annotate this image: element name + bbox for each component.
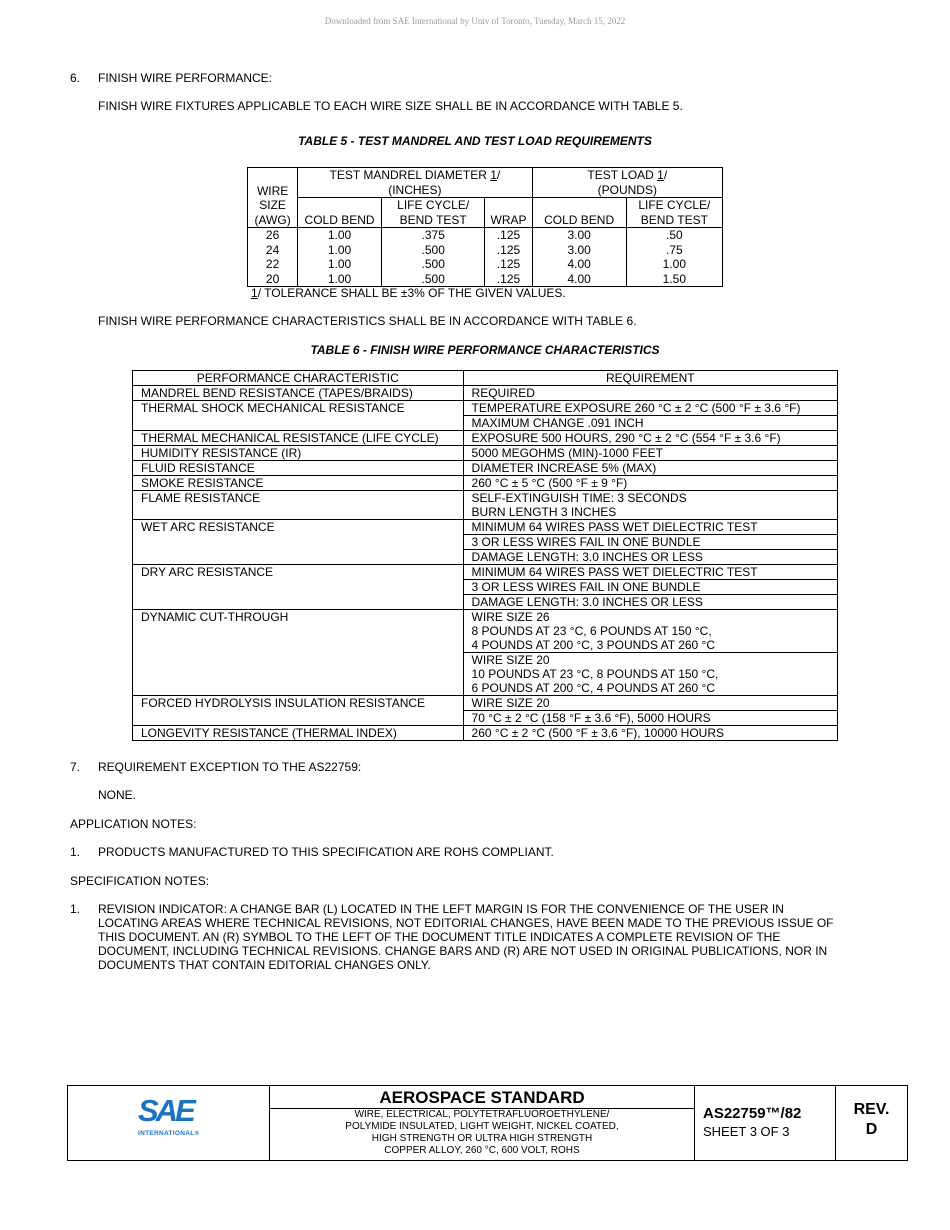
table-row xyxy=(133,446,838,461)
characteristic-cell: FLAME RESISTANCE xyxy=(133,491,464,520)
table6-header-requirement: REQUIREMENT xyxy=(463,371,837,386)
table6-header-characteristic: PERFORMANCE CHARACTERISTIC xyxy=(133,371,464,386)
requirement-cell: MAXIMUM CHANGE .091 INCH xyxy=(463,416,837,431)
sae-logo-subtext: INTERNATIONAL® xyxy=(138,1130,200,1137)
requirement-cell: 3 OR LESS WIRES FAIL IN ONE BUNDLE xyxy=(463,535,837,550)
table-row xyxy=(133,696,838,711)
table-row xyxy=(133,491,838,520)
requirement-cell: MINIMUM 64 WIRES PASS WET DIELECTRIC TEST xyxy=(463,565,837,580)
document-number-cell xyxy=(695,1086,836,1160)
table-5-footnote: 1/ TOLERANCE SHALL BE ±3% OF THE GIVEN VALUES. xyxy=(251,286,566,300)
sae-logo xyxy=(68,1086,270,1160)
characteristic-cell: FORCED HYDROLYSIS INSULATION RESISTANCE xyxy=(133,696,464,726)
table-5-caption: TABLE 5 - TEST MANDREL AND TEST LOAD REQUIREMENTS xyxy=(298,134,652,148)
characteristic-cell: DRY ARC RESISTANCE xyxy=(133,565,464,610)
revision-value: D xyxy=(865,1121,878,1138)
section-6-paragraph-1: FINISH WIRE FIXTURES APPLICABLE TO EACH WIRE SIZE SHALL BE IN ACCORDANCE WITH TABLE 5. xyxy=(98,99,683,113)
standard-description: WIRE, ELECTRICAL, POLYTETRAFLUOROETHYLENE/ POLYMIDE INSULATED, LIGHT WEIGHT, NICKEL COATED, HIGH STRENGTH OR ULTRA HIGH STRENGTH COPPER ALLOY, 260 °C, 600 VOLT, ROHS xyxy=(345,1109,619,1156)
requirement-cell: 5000 MEGOHMS (MIN)-1000 FEET xyxy=(463,446,837,461)
table-5 xyxy=(247,167,723,287)
table-row: 22 1.00 .500 .125 4.00 1.00 xyxy=(248,257,723,272)
characteristic-cell: HUMIDITY RESISTANCE (IR) xyxy=(133,446,464,461)
revision-label: REV. xyxy=(853,1101,890,1118)
title-block xyxy=(67,1085,908,1161)
sheet-number: SHEET 3 OF 3 xyxy=(703,1124,790,1139)
requirement-cell: WIRE SIZE 20 10 POUNDS AT 23 °C, 8 POUNDS AT 150 °C, 6 POUNDS AT 200 °C, 4 POUNDS AT 260 °C xyxy=(463,653,837,696)
table-6 xyxy=(132,370,838,741)
sae-logo-mark: SAE xyxy=(138,1093,193,1128)
section-7-number: 7. xyxy=(70,760,81,774)
characteristic-cell: THERMAL MECHANICAL RESISTANCE (LIFE CYCLE) xyxy=(133,431,464,446)
characteristic-cell: MANDREL BEND RESISTANCE (TAPES/BRAIDS) xyxy=(133,386,464,401)
table-row xyxy=(133,476,838,491)
revision-cell xyxy=(836,1086,907,1160)
application-note-1-number: 1. xyxy=(70,845,81,859)
section-7-heading: REQUIREMENT EXCEPTION TO THE AS22759: xyxy=(98,760,362,774)
table-row xyxy=(133,726,838,741)
requirement-cell: DAMAGE LENGTH: 3.0 INCHES OR LESS xyxy=(463,595,837,610)
table5-header-load-group: TEST LOAD 1/ (POUNDS) xyxy=(532,168,722,198)
table-row xyxy=(133,401,838,416)
requirement-cell: TEMPERATURE EXPOSURE 260 °C ± 2 °C (500 °F ± 3.6 °F) xyxy=(463,401,837,416)
table-row xyxy=(133,431,838,446)
table5-header-cold-bend: COLD BEND xyxy=(298,198,382,228)
requirement-cell: WIRE SIZE 20 xyxy=(463,696,837,711)
table5-header-load-life-cycle: LIFE CYCLE/ BEND TEST xyxy=(626,198,722,228)
table-row xyxy=(133,610,838,653)
standard-title: AEROSPACE STANDARD xyxy=(270,1086,694,1109)
requirement-cell: DAMAGE LENGTH: 3.0 INCHES OR LESS xyxy=(463,550,837,565)
table-row xyxy=(133,520,838,535)
requirement-cell: 3 OR LESS WIRES FAIL IN ONE BUNDLE xyxy=(463,580,837,595)
standard-title-cell xyxy=(270,1086,695,1160)
application-note-1-text: PRODUCTS MANUFACTURED TO THIS SPECIFICATION ARE ROHS COMPLIANT. xyxy=(98,845,554,859)
requirement-cell: DIAMETER INCREASE 5% (MAX) xyxy=(463,461,837,476)
table-row xyxy=(133,461,838,476)
table5-header-load-cold-bend: COLD BEND xyxy=(532,198,626,228)
requirement-cell: 70 °C ± 2 °C (158 °F ± 3.6 °F), 5000 HOURS xyxy=(463,711,837,726)
requirement-cell: 260 °C ± 2 °C (500 °F ± 3.6 °F), 10000 HOURS xyxy=(463,726,837,741)
table-row xyxy=(133,565,838,580)
specification-note-1-number: 1. xyxy=(70,902,81,916)
table5-header-wrap: WRAP xyxy=(485,198,532,228)
requirement-cell: REQUIRED xyxy=(463,386,837,401)
requirement-cell: EXPOSURE 500 HOURS, 290 °C ± 2 °C (554 °F ± 3.6 °F) xyxy=(463,431,837,446)
requirement-cell: WIRE SIZE 26 8 POUNDS AT 23 °C, 6 POUNDS AT 150 °C, 4 POUNDS AT 200 °C, 3 POUNDS AT 260 °C xyxy=(463,610,837,653)
characteristic-cell: SMOKE RESISTANCE xyxy=(133,476,464,491)
table5-header-mandrel-group: TEST MANDREL DIAMETER 1/ (INCHES) xyxy=(298,168,532,198)
specification-notes-heading: SPECIFICATION NOTES: xyxy=(70,874,210,888)
table-row: 24 1.00 .500 .125 3.00 .75 xyxy=(248,243,723,258)
characteristic-cell: WET ARC RESISTANCE xyxy=(133,520,464,565)
requirement-cell: MINIMUM 64 WIRES PASS WET DIELECTRIC TEST xyxy=(463,520,837,535)
section-7-body: NONE. xyxy=(98,788,137,802)
table-6-caption: TABLE 6 - FINISH WIRE PERFORMANCE CHARACTERISTICS xyxy=(310,343,660,357)
requirement-cell: 260 °C ± 5 °C (500 °F ± 9 °F) xyxy=(463,476,837,491)
section-6-number: 6. xyxy=(70,71,81,85)
table5-header-wire-size: WIRE SIZE (AWG) xyxy=(248,168,298,228)
characteristic-cell: LONGEVITY RESISTANCE (THERMAL INDEX) xyxy=(133,726,464,741)
characteristic-cell: THERMAL SHOCK MECHANICAL RESISTANCE xyxy=(133,401,464,431)
specification-note-1-text: REVISION INDICATOR: A CHANGE BAR (L) LOCATED IN THE LEFT MARGIN IS FOR THE CONVENIENCE OF THE USER IN LOCATING AREAS WHERE TECHNICAL REVISIONS, NOT EDITORIAL CHANGES, HAVE BEEN MADE TO THE PREVIOUS ISSUE OF THIS DOCUMENT. AN (R) SYMBOL TO THE LEFT OF THE DOCUMENT TITLE INDICATES A COMPLETE REVISION OF THE DOCUMENT, INCLUDING TECHNICAL REVISIONS. CHANGE BARS AND (R) ARE NOT USED IN ORIGINAL PUBLICATIONS, NOR IN DOCUMENTS THAT CONTAIN EDITORIAL CHANGES ONLY. xyxy=(98,902,834,972)
characteristic-cell: FLUID RESISTANCE xyxy=(133,461,464,476)
requirement-cell: SELF-EXTINGUISH TIME: 3 SECONDS BURN LENGTH 3 INCHES xyxy=(463,491,837,520)
section-6-heading: FINISH WIRE PERFORMANCE: xyxy=(98,71,273,85)
table-row: 20 1.00 .500 .125 4.00 1.50 xyxy=(248,272,723,287)
characteristic-cell: DYNAMIC CUT-THROUGH xyxy=(133,610,464,696)
section-6-paragraph-2: FINISH WIRE PERFORMANCE CHARACTERISTICS SHALL BE IN ACCORDANCE WITH TABLE 6. xyxy=(98,314,637,328)
table-row xyxy=(133,386,838,401)
download-watermark: Downloaded from SAE International by Univ of Toronto, Tuesday, March 15, 2022 xyxy=(324,16,626,26)
document-number: AS22759™/82 xyxy=(703,1105,802,1122)
application-notes-heading: APPLICATION NOTES: xyxy=(70,817,197,831)
table-row: 26 1.00 .375 .125 3.00 .50 xyxy=(248,228,723,243)
table5-header-life-cycle: LIFE CYCLE/ BEND TEST xyxy=(381,198,485,228)
